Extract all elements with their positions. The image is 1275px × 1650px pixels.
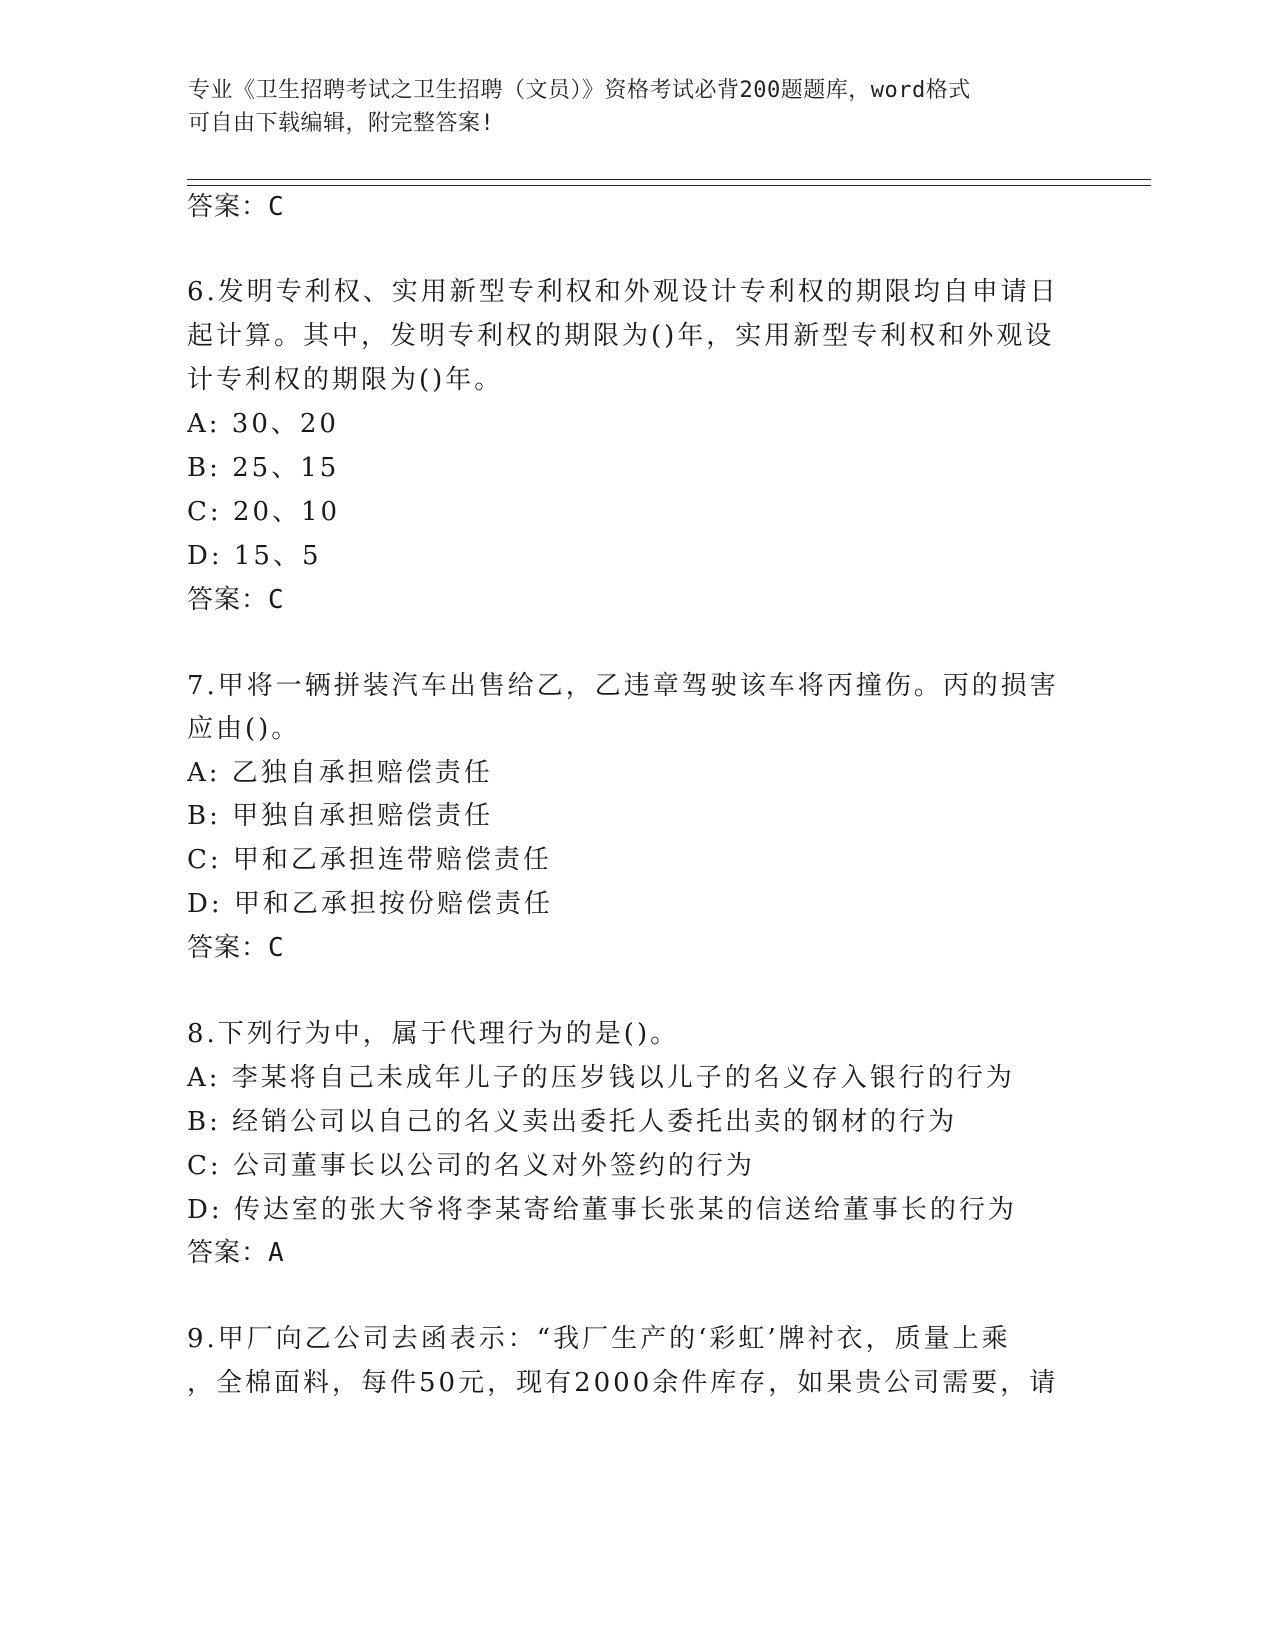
question-6-line-2: 起计算。其中，发明专利权的期限为()年，实用新型专利权和外观设 bbox=[187, 321, 1055, 351]
question-7-line-1: 7.甲将一辆拼装汽车出售给乙，乙违章驾驶该车将丙撞伤。丙的损害 bbox=[187, 671, 1059, 701]
question-8-answer bbox=[187, 1232, 285, 1269]
answer-prefix: 答案： bbox=[187, 585, 269, 615]
answer-prefix: 答案： bbox=[187, 933, 269, 963]
header-divider-top bbox=[187, 179, 1151, 180]
header-title-line-1: 专业《卫生招聘考试之卫生招聘（文员）》资格考试必背200题题库，word格式 bbox=[188, 78, 971, 103]
answer-letter: A bbox=[268, 1238, 285, 1268]
answer-prefix: 答案： bbox=[187, 192, 269, 222]
question-6-option-b: B: 25、15 bbox=[187, 453, 340, 483]
question-7-option-c: C: 甲和乙承担连带赔偿责任 bbox=[187, 845, 552, 875]
answer-letter: C bbox=[268, 192, 285, 222]
question-9-line-1: 9.甲厂向乙公司去函表示：“我厂生产的‘彩虹’牌衬衣，质量上乘 bbox=[187, 1324, 1011, 1354]
question-8-option-b: B: 经销公司以自己的名义卖出委托人委托出卖的钢材的行为 bbox=[187, 1107, 958, 1137]
question-7-option-b: B: 甲独自承担赔偿责任 bbox=[187, 801, 494, 831]
answer-prefix: 答案： bbox=[187, 1238, 269, 1268]
question-7-answer bbox=[187, 927, 285, 964]
answer-letter: C bbox=[268, 933, 285, 963]
question-6-answer bbox=[187, 579, 285, 616]
question-6-line-3: 计专利权的期限为()年。 bbox=[187, 365, 504, 395]
question-8-option-c: C: 公司董事长以公司的名义对外签约的行为 bbox=[187, 1151, 755, 1181]
question-6-option-c: C: 20、10 bbox=[187, 497, 341, 527]
header-divider-bottom bbox=[187, 185, 1151, 186]
question-7-option-a: A: 乙独自承担赔偿责任 bbox=[187, 758, 493, 788]
question-9-line-2: ，全棉面料，每件50元，现有2000余件库存，如果贵公司需要，请 bbox=[187, 1368, 1059, 1398]
page-header bbox=[188, 74, 1088, 140]
answer-letter: C bbox=[268, 585, 285, 615]
answer-line bbox=[187, 186, 285, 223]
question-6-option-a: A: 30、20 bbox=[187, 409, 339, 439]
question-7-option-d: D: 甲和乙承担按份赔偿责任 bbox=[187, 889, 553, 919]
question-6-line-1: 6.发明专利权、实用新型专利权和外观设计专利权的期限均自申请日 bbox=[187, 277, 1059, 307]
question-8-line-1: 8.下列行为中，属于代理行为的是()。 bbox=[187, 1019, 680, 1049]
header-title-line-2: 可自由下载编辑，附完整答案! bbox=[188, 111, 495, 136]
question-8-option-d: D: 传达室的张大爷将李某寄给董事长张某的信送给董事长的行为 bbox=[187, 1195, 1017, 1225]
question-8-option-a: A: 李某将自己未成年儿子的压岁钱以儿子的名义存入银行的行为 bbox=[187, 1063, 1015, 1093]
question-6-option-d: D: 15、5 bbox=[187, 541, 322, 571]
question-7-line-2: 应由()。 bbox=[187, 714, 301, 744]
